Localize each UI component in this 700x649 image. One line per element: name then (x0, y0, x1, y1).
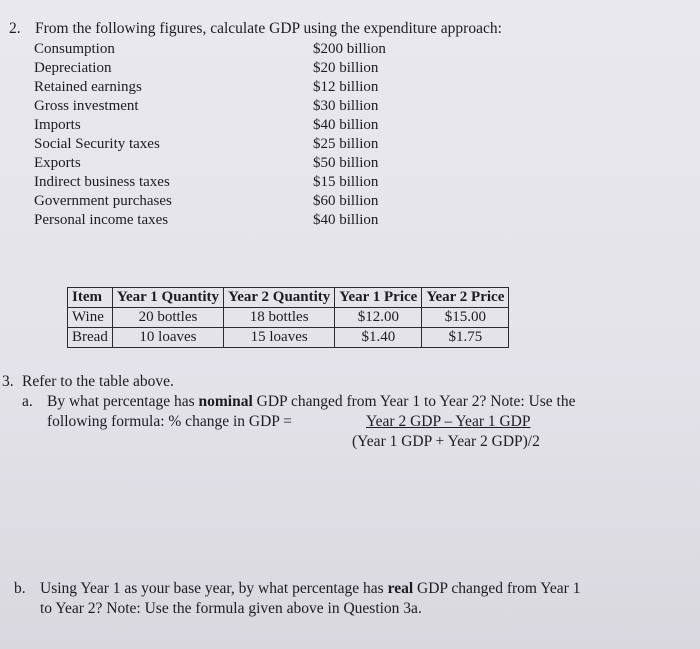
question-3b-line2: to Year 2? Note: Use the formula given above in Question 3a. (40, 600, 422, 617)
list-item (34, 192, 414, 211)
table-cell: 18 bottles (224, 308, 335, 328)
figure-value: $40 billion (313, 212, 379, 228)
figure-value: $12 billion (313, 79, 379, 95)
question-3-number: 3. (2, 373, 14, 390)
table-cell: 15 loaves (224, 328, 335, 348)
figure-label: Retained earnings (34, 79, 142, 95)
figure-value: $200 billion (313, 41, 386, 57)
figure-value: $25 billion (313, 136, 379, 152)
list-item (34, 154, 414, 173)
figure-value: $15 billion (313, 174, 379, 190)
question-3a-line1-post: GDP changed from Year 1 to Year 2? Note: Use the (252, 393, 576, 410)
question-2-number: 2. (9, 20, 21, 37)
list-item (34, 78, 414, 97)
figure-value: $50 billion (313, 155, 379, 171)
table-row (68, 328, 509, 348)
table-cell: $1.40 (335, 328, 422, 348)
figure-value: $30 billion (313, 98, 379, 114)
table-header-cell: Year 1 Quantity (112, 288, 223, 308)
table-header-cell: Year 2 Price (422, 288, 509, 308)
formula-numerator: Year 2 GDP – Year 1 GDP (366, 413, 531, 430)
figure-label: Exports (34, 155, 81, 171)
table-cell: Wine (68, 308, 113, 328)
figure-label: Social Security taxes (34, 136, 160, 152)
table-cell: $1.75 (422, 328, 509, 348)
list-item (34, 116, 414, 135)
list-item (34, 59, 414, 78)
formula-denominator: (Year 1 GDP + Year 2 GDP)/2 (352, 433, 540, 450)
figure-value: $20 billion (313, 60, 379, 76)
quantity-price-table (67, 287, 509, 348)
question-3b-letter: b. (14, 580, 26, 597)
question-3a-line1 (47, 393, 575, 411)
question-3a-line1-pre: By what percentage has (47, 393, 199, 410)
table-header-cell: Year 1 Price (335, 288, 422, 308)
figure-label: Imports (34, 117, 81, 133)
figure-label: Indirect business taxes (34, 174, 170, 190)
figure-label: Government purchases (34, 193, 172, 209)
question-3a-emphasis: nominal (198, 393, 253, 410)
question-3b-line1 (40, 580, 580, 598)
question-3b-emphasis: real (387, 580, 414, 597)
table-header-row (68, 288, 509, 308)
figure-label: Consumption (34, 41, 115, 57)
question-3a-letter: a. (22, 393, 33, 410)
figure-label: Personal income taxes (34, 212, 169, 228)
figure-value: $60 billion (313, 193, 379, 209)
question-3b-line1-post: GDP changed from Year 1 (413, 580, 581, 597)
question-3-prompt: Refer to the table above. (22, 373, 174, 390)
table-header-cell: Year 2 Quantity (224, 288, 335, 308)
list-item (34, 97, 414, 116)
table-cell: 10 loaves (112, 328, 223, 348)
figure-label: Gross investment (34, 98, 139, 114)
table-cell: $12.00 (335, 308, 422, 328)
question-2-prompt: From the following figures, calculate GDP using the expenditure approach: (35, 20, 502, 37)
gdp-figures-list (34, 40, 414, 230)
table-cell: Bread (68, 328, 113, 348)
question-3b-line1-pre: Using Year 1 as your base year, by what percentage has (40, 580, 388, 597)
list-item (34, 211, 414, 230)
table-cell: 20 bottles (112, 308, 223, 328)
figure-value: $40 billion (313, 117, 379, 133)
table-header-cell: Item (68, 288, 113, 308)
table-cell: $15.00 (422, 308, 509, 328)
figure-label: Depreciation (34, 60, 112, 76)
list-item (34, 173, 414, 192)
list-item (34, 40, 414, 59)
list-item (34, 135, 414, 154)
table-row (68, 308, 509, 328)
question-3a-line2: following formula: % change in GDP = (47, 413, 292, 430)
